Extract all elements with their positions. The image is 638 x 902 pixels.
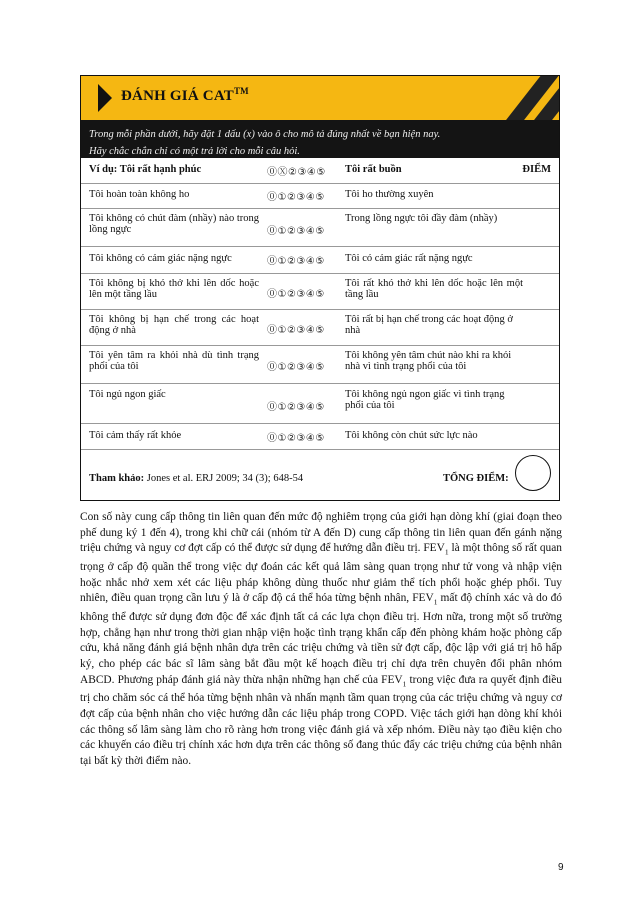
page-number: 9 [558,862,564,873]
example-row [81,158,559,184]
score-header: ĐIỂM [522,164,551,175]
item-right: Tôi rất khó thở khi lên dốc hoặc lên một tầng lầu [345,278,523,300]
item-left: Tôi hoàn toàn không ho [89,189,190,200]
item-left: Tôi không có cảm giác nặng ngực [89,253,232,264]
item-right: Trong lồng ngực tôi đầy đàm (nhầy) [345,213,498,224]
item-row [81,273,559,310]
item-row [81,208,559,247]
example-left: Ví dụ: Tôi rất hạnh phúc [89,164,202,175]
item-left: Tôi không bị khó thở khi lên dốc hoặc lên một tầng lầu [89,278,259,300]
item-right: Tôi không yên tâm chút nào khi ra khỏi nhà vì tình trạng phổi của tôi [345,350,512,372]
item-left: Tôi không bị hạn chế trong các hoạt động ở nhà [89,314,259,336]
rating-scale[interactable]: ⓪①②③④⑤ [267,402,325,413]
item-right: Tôi rất bị hạn chế trong các hoạt động ở nhà [345,314,513,336]
instructions [81,120,559,158]
item-left: Tôi không có chút đàm (nhầy) nào trong lồng ngực [89,213,259,235]
item-row [81,345,559,384]
item-right: Tôi ho thường xuyên [345,189,434,200]
item-left: Tôi ngủ ngon giấc [89,389,166,400]
item-row [81,246,559,274]
rating-scale[interactable]: ⓪①②③④⑤ [267,362,325,373]
form-header [81,76,559,120]
rating-scale[interactable]: ⓪①②③④⑤ [267,192,325,203]
item-row [81,423,559,450]
body-paragraph: Con số này cung cấp thông tin liên quan đến mức độ nghiêm trọng của giới hạn dòng khí (giai đoạn theo phế dung ký 1 đến 4), trong khi chữ cái (nhóm từ A đến D) cung cấp thông tin liên quan đến gánh nặng triệu chứng và nguy cơ đợt cấp có thể được sử dụng để hướng dẫn điều trị. $FEV_1$ là một thông số rất quan trọng ở cấp độ quần thể trong việc dự đoán các kết quả lâm sàng quan trọng như tử vong và nhập viện hoặc nhắc nhở xem xét các liệu pháp không dùng thuốc như giảm thể tích phổi hoặc ghép phổi. Tuy nhiên, điều quan trọng cần lưu ý là ở cấp độ cá thể hóa từng bệnh nhân, $FEV_1$ mất độ chính xác và do đó không thể được sử dụng đơn độc để xác định tất cả các lựa chọn điều trị. Hơn nữa, trong một số trường hợp, chẳng hạn như trong thời gian nhập viện hoặc tình trạng khẩn cấp đến phòng khám hoặc phòng cấp cứu, khả năng đánh giá bệnh nhân dựa trên các triệu chứng và tiền sử đợt cấp, độc lập với giá trị hô hấp ký, cho phép các bác sĩ lâm sàng bắt đầu một kế hoạch điều trị chỉ dựa trên chuyên đổi phân nhóm ABCD. Phương pháp đánh giá này thừa nhận những hạn chế của $FEV_1$ trong việc đưa ra quyết định điều trị cho chăm sóc cá thể hóa từng bệnh nhân và nhấn mạnh tầm quan trọng của các triệu chứng và nguy cơ đợt cấp của bệnh nhân cho việc hướng dẫn các liệu pháp trong COPD. Việc tách giới hạn dòng khí khỏi các thông số lâm sàng làm cho rõ ràng hơn trong việc đánh giá và xếp nhóm. Điều này tạo điều kiện cho các khuyến cáo điều trị chính xác hơn dựa trên các thông số đang thúc đẩy các triệu chứng của bệnh nhân tại bất kỳ thời điểm nào. [80,511,562,767]
rating-scale[interactable]: ⓪①②③④⑤ [267,325,325,336]
example-scale: ⓪Ⓧ②③④⑤ [267,167,326,178]
form-title: ĐÁNH GIÁ CAT™ [121,86,249,104]
rating-scale[interactable]: ⓪①②③④⑤ [267,226,325,237]
item-row [81,383,559,424]
item-left: Tôi cảm thấy rất khỏe [89,430,182,441]
item-right: Tôi không còn chút sức lực nào [345,430,478,441]
rating-scale[interactable]: ⓪①②③④⑤ [267,256,325,267]
instruction-line: Hãy chắc chắn chỉ có một trả lời cho mỗi câu hỏi. [89,146,300,157]
total-score-label: TỔNG ĐIỂM: [443,473,509,484]
reference: Tham khảo: Jones et al. ERJ 2009; 34 (3); 648-54 [89,473,304,484]
rating-scale[interactable]: ⓪①②③④⑤ [267,433,325,444]
instruction-line: Trong mỗi phần dưới, hãy đặt 1 dấu (x) vào ô cho mô tả đúng nhất về bạn hiện nay. [89,129,441,140]
item-right: Tôi không ngủ ngon giấc vì tình trạng phổi của tôi [345,389,505,411]
example-right: Tôi rất buồn [345,164,402,175]
form-footer [81,449,559,501]
item-left: Tôi yên tâm ra khỏi nhà dù tình trạng phổi của tôi [89,350,259,372]
item-right: Tôi có cảm giác rất nặng ngực [345,253,473,264]
item-row [81,183,559,209]
arrow-icon [98,84,112,112]
rating-scale[interactable]: ⓪①②③④⑤ [267,289,325,300]
total-score-circle[interactable] [515,455,551,491]
stripe-decoration [499,76,559,120]
item-row [81,309,559,346]
cat-assessment-form [80,75,560,501]
